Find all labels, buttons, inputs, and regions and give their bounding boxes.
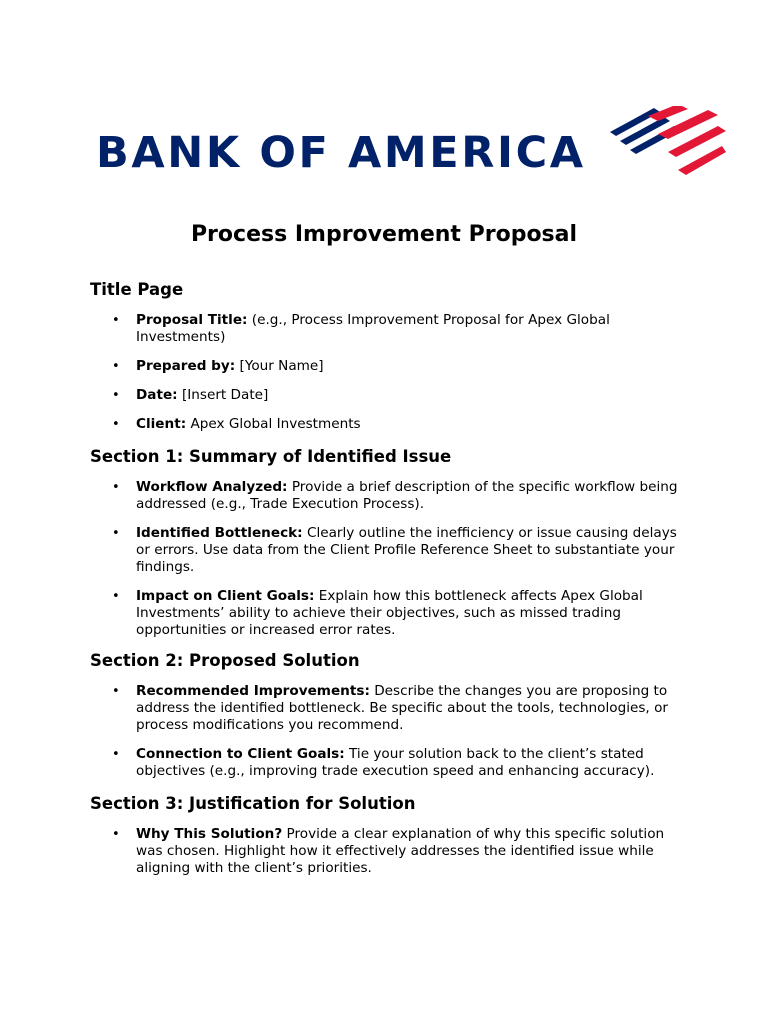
section-1-summary [90, 446, 690, 651]
list-item [90, 479, 684, 513]
section-2-proposed-solution [90, 650, 690, 792]
item-label: Prepared by: [136, 358, 236, 374]
section-3-justification [90, 793, 690, 889]
bullet-icon: • [112, 589, 120, 604]
bullet-list [90, 479, 690, 639]
bullet-icon: • [112, 526, 120, 541]
item-text: Clearly outline the inefficiency or issue causing delays or errors. Use data from the Client Profile Reference Sheet to substantiate your findings. [136, 525, 677, 575]
bullet-icon: • [112, 388, 120, 403]
item-text: Describe the changes you are proposing to address the identified bottleneck. Be specific about the tools, technologies, or process modifications you recommend. [136, 683, 668, 733]
item-text: Provide a brief description of the specific workflow being addressed (e.g., Trade Execution Process). [136, 479, 678, 512]
item-label: Client: [136, 416, 187, 432]
item-text: Apex Global Investments [186, 416, 361, 432]
item-label: Recommended Improvements: [136, 683, 370, 699]
section-title-page [90, 279, 690, 445]
list-item [90, 683, 684, 734]
bullet-icon: • [112, 359, 120, 374]
list-item [90, 416, 684, 433]
item-text: [Insert Date] [177, 387, 269, 403]
list-item [90, 525, 684, 576]
bullet-list [90, 312, 690, 433]
item-label: Why This Solution? [136, 826, 283, 842]
logo-wordmark: BANK OF AMERICA [96, 128, 586, 178]
bullet-icon: • [112, 827, 120, 842]
bullet-icon: • [112, 747, 120, 762]
flagscape-icon [608, 106, 726, 178]
item-label: Connection to Client Goals: [136, 746, 345, 762]
item-label: Workflow Analyzed: [136, 479, 288, 495]
bullet-icon: • [112, 480, 120, 495]
bullet-list [90, 826, 690, 877]
item-text: Tie your solution back to the client’s stated objectives (e.g., improving trade execution speed and enhancing accuracy). [136, 746, 655, 779]
item-text: Provide a clear explanation of why this specific solution was chosen. Highlight how it effectively addresses the identified issue while aligning with the client’s priorities. [136, 826, 665, 876]
list-item [90, 826, 684, 877]
item-text: Explain how this bottleneck affects Apex Global Investments’ ability to achieve their objectives, such as missed trading opportunities or increased error rates. [136, 588, 643, 638]
document-title: Process Improvement Proposal [190, 222, 578, 247]
bullet-icon: • [112, 313, 120, 328]
item-text: [Your Name] [235, 358, 324, 374]
bullet-icon: • [112, 417, 120, 432]
list-item [90, 358, 684, 375]
item-label: Identified Bottleneck: [136, 525, 303, 541]
bullet-icon: • [112, 684, 120, 699]
bullet-list [90, 683, 690, 780]
section-heading: Section 3: Justification for Solution [90, 794, 416, 813]
list-item [90, 746, 684, 780]
list-item [90, 387, 684, 404]
item-label: Proposal Title: [136, 312, 248, 328]
section-heading: Section 2: Proposed Solution [90, 651, 360, 670]
list-item [90, 312, 684, 346]
section-heading: Title Page [90, 280, 184, 299]
section-heading: Section 1: Summary of Identified Issue [90, 447, 452, 466]
bank-of-america-logo [96, 106, 726, 178]
item-text: (e.g., Process Improvement Proposal for Apex Global Investments) [136, 312, 610, 345]
list-item [90, 588, 684, 639]
item-label: Impact on Client Goals: [136, 588, 315, 604]
item-label: Date: [136, 387, 178, 403]
